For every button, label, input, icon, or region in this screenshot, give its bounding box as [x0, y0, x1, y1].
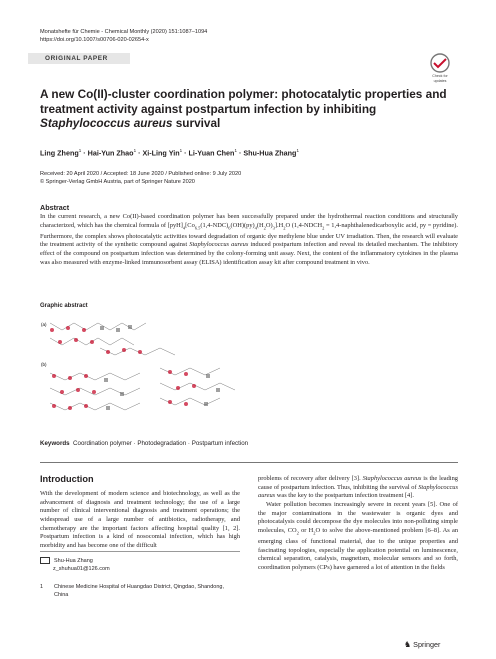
- check-for-updates-label: Check for updates: [432, 74, 448, 83]
- introduction-column-1: With the development of modern science and biotechnology, as well as the advancement of diagnosis and treatment technology; the use of a large number of clinical interventional diagnosis and treatment operations; the widespread use of a large number of antibiotics, radiotherapy, and chemotherapy are the important factors affecting hospital quality [1, 2]. Postpartum infection is a kind of nosocomial infection, which has high morbidity and has become one of the difficult: [40, 490, 240, 549]
- email-link[interactable]: z_shuhua01@126.com: [53, 565, 110, 572]
- author: Li-Yuan Chen: [188, 148, 235, 158]
- publisher-logo: ♞ Springer: [404, 640, 441, 649]
- abstract-text: In the current research, a new Co(II)-based coordination polymer has been successfully prepared under the hydrothermal reaction conditions and structurally characterized, which has the chemical formula of $[pyH]_4[Co_{6.5}(1,4-NDC)_6(OH)(py)_4(H_2O)_3].H_2O$ ($1,4-NDCH_2$ = 1,4-naphthalenedicarboxylic acid, py = pyridine). Furthermore, the complex shows photocatalytic activities toward degradation of organic dye methylene blue under UV irradiation. Then, the research will evaluate the treatment activity of the synthetic compound against Staphylococcus aureus induced postpartum infection and reveal its detailed mechanism. The inhibitory effect of the compound on postpartum infection was determined by the colony-forming unit assay. Next, the content of the inflammatory cytokines in the plasma was also measured with enzyme-linked immunosorbent assay (ELISA) identification assay kit after compound treatment in vivo.: [40, 213, 458, 266]
- keywords: [40, 440, 248, 447]
- author: Shu-Hua Zhang: [243, 148, 297, 158]
- keywords-label: Keywords: [40, 440, 70, 447]
- author: Xi-Ling Yin: [142, 148, 180, 158]
- crystal-structure-image: [50, 323, 235, 410]
- author: Hai-Yun Zhao: [87, 148, 134, 158]
- panel-label-a: (a): [41, 322, 47, 327]
- section-divider: [40, 462, 458, 463]
- copyright: © Springer-Verlag GmbH Austria, part of Springer Nature 2020: [40, 178, 195, 185]
- footnote-divider: [40, 551, 240, 552]
- abstract-heading: Abstract: [40, 203, 70, 212]
- author-list: Ling Zheng$^1$ · Hai-Yun Zhao$^1$ · Xi-Ling Yin$^1$ · Li-Yuan Chen$^1$ · Shu-Hua Zhang$^1$: [40, 148, 299, 158]
- journal-citation: [40, 28, 207, 44]
- keywords-text: Coordination polymer · Photodegradation · Postpartum infection: [73, 440, 249, 447]
- panel-label-b: (b): [41, 362, 47, 367]
- author: Ling Zheng: [40, 148, 79, 158]
- article-title: A new Co(II)-cluster coordination polymer: photocatalytic properties and treatment activity against postpartum infection by inhibiting Staphylococcus aureus survival: [40, 87, 447, 130]
- article-type-label: ORIGINAL PAPER: [45, 54, 108, 62]
- publication-dates: Received: 20 April 2020 / Accepted: 18 June 2020 / Published online: 9 July 2020 © Springer-Verlag GmbH Austria, part of Springer Nature 2020: [40, 171, 242, 185]
- graphic-abstract-figure: [40, 318, 290, 426]
- graphic-abstract-heading: Graphic abstract: [40, 303, 88, 309]
- springer-horse-icon: ♞: [404, 640, 412, 649]
- article-type-badge: [28, 53, 130, 64]
- corresponding-author: Shu-Hua Zhang z_shuhua01@126.com: [40, 557, 110, 573]
- doi-link[interactable]: https://doi.org/10.1007/s00706-020-02654-x: [40, 37, 149, 43]
- introduction-column-2: problems of recovery after delivery [3]. Staphylococcus aureus is the leading cause of postpartum infection. Thus, inhibiting the survival of Staphylococcus aureus was the key to the postpartum infection treatment [4]. Water pollution becomes increasingly severe in recent years [5]. One of the major contaminations in the wastewater is organic dyes and photocatalysis could decompose the dye molecules into non-polluting simple molecules, $CO_2$ or $H_2O$ to solve the above-mentioned problem [6–8]. As an emerging class of functional material, due to the unique properties and fascinating topologies, especially the application potential on luminescence, chemical separation, catalysis, magnetism, molecular sensors and so forth, coordination polymers (CPs) have garnered a lot of attention in the fields: [258, 475, 459, 571]
- affiliation: 1 Chinese Medicine Hospital of Huangdao District, Qingdao, Shandong, China: [40, 584, 224, 598]
- journal-line: Monatshefte für Chemie - Chemical Monthly (2020) 151:1087–1094: [40, 29, 208, 35]
- envelope-icon: [40, 557, 50, 564]
- introduction-heading: Introduction: [40, 474, 94, 484]
- ligand-markers: [100, 325, 220, 410]
